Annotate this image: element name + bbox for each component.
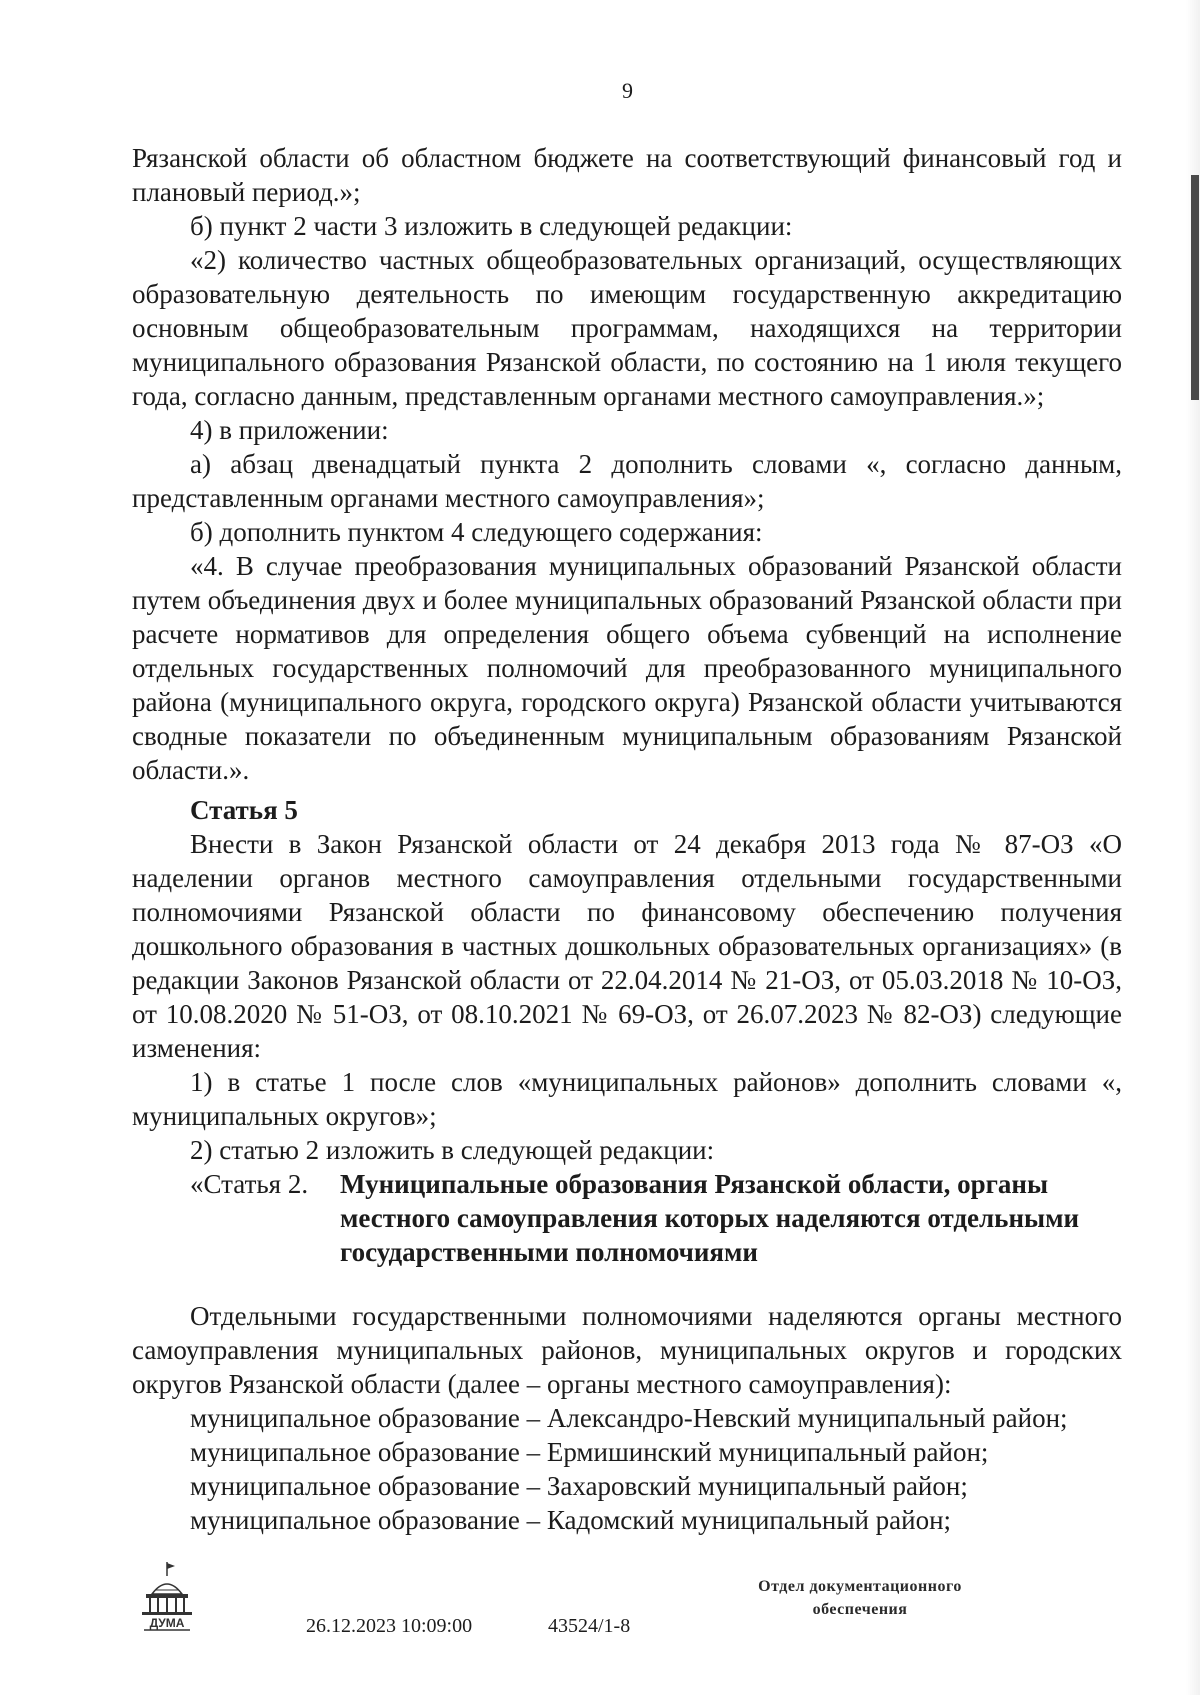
paragraph: Отдельными государственными полномочиями наделяются органы местного самоуправления муниципальных районов, муниципальных округов и городских округов Рязанской области (далее – органы местного самоуправления): xyxy=(132,1301,1122,1399)
paragraph: б) дополнить пунктом 4 следующего содержания: xyxy=(190,517,763,547)
article-5-section xyxy=(132,793,1122,1537)
department-line: обеспечения xyxy=(812,1601,908,1618)
quoted-article-name: Муниципальные образования Рязанской области, органы местного самоуправления которых наделяются отдельными государственными полномочиями xyxy=(340,1169,1080,1267)
list-item: муниципальное образование – Александро-Невский муниципальный район; xyxy=(190,1403,1068,1433)
paragraph: 1) в статье 1 после слов «муниципальных районов» дополнить словами «, муниципальных округов»; xyxy=(132,1067,1122,1131)
paragraph: Внести в Закон Рязанской области от 24 декабря 2013 года № 87-ОЗ «О наделении органов местного самоуправления отдельными государственными полномочиями Рязанской области по финансовому обеспечению получения дошкольного образования в частных дошкольных образовательных организациях» (в редакции Законов Рязанской области от 22.04.2014 № 21-ОЗ, от 05.03.2018 № 10-ОЗ, от 10.08.2020 № 51-ОЗ, от 08.10.2021 № 69-ОЗ, от 26.07.2023 № 82-ОЗ) следующие изменения: xyxy=(132,829,1122,1063)
list-item: муниципальное образование – Ермишинский муниципальный район; xyxy=(190,1437,989,1467)
quoted-article-title xyxy=(132,1167,1122,1269)
paragraph: 4) в приложении: xyxy=(190,415,389,445)
department-stamp xyxy=(720,1575,1000,1621)
registration-number: 43524/1-8 xyxy=(548,1615,631,1637)
quoted-article-prefix: «Статья 2. xyxy=(190,1169,309,1199)
logo-text: ДУМА xyxy=(149,1616,185,1630)
department-line: Отдел документационного xyxy=(758,1578,962,1595)
list-item: муниципальное образование – Захаровский муниципальный район; xyxy=(190,1471,968,1501)
duma-building-icon xyxy=(138,1560,196,1632)
paragraph: «2) количество частных общеобразовательных организаций, осуществляющих образовательную деятельность по имеющим государственную аккредитацию основным общеобразовательным программам, находящихся на территории муниципального образования Рязанской области, по состоянию на 1 июля текущего года, согласно данным, представленным органами местного самоуправления.»; xyxy=(132,245,1122,411)
paragraph: а) абзац двенадцатый пункта 2 дополнить словами «, согласно данным, представленным органами местного самоуправления»; xyxy=(132,449,1122,513)
list-item: муниципальное образование – Кадомский муниципальный район; xyxy=(190,1505,952,1535)
duma-logo xyxy=(138,1560,196,1632)
paragraph: «4. В случае преобразования муниципальных образований Рязанской области путем объединения двух и более муниципальных образований Рязанской области при расчете нормативов для определения общего объема субвенций на исполнение отдельных государственных полномочий для преобразованного муниципального района (муниципального округа, городского округа) Рязанской области учитываются сводные показатели по объединенным муниципальным образованиям Рязанской области.». xyxy=(132,551,1122,785)
article-heading: Статья 5 xyxy=(190,795,298,825)
scan-edge-mark xyxy=(1191,175,1199,400)
paragraph: 2) статью 2 изложить в следующей редакции: xyxy=(190,1135,715,1165)
scan-edge-strip xyxy=(1186,0,1200,1695)
paragraph: б) пункт 2 части 3 изложить в следующей редакции: xyxy=(190,211,793,241)
body-text-top xyxy=(132,141,1122,787)
page-number: 9 xyxy=(622,78,633,103)
registration-date: 26.12.2023 10:09:00 xyxy=(306,1615,473,1637)
paragraph: Рязанской области об областном бюджете на соответствующий финансовый год и плановый период.»; xyxy=(132,143,1122,207)
